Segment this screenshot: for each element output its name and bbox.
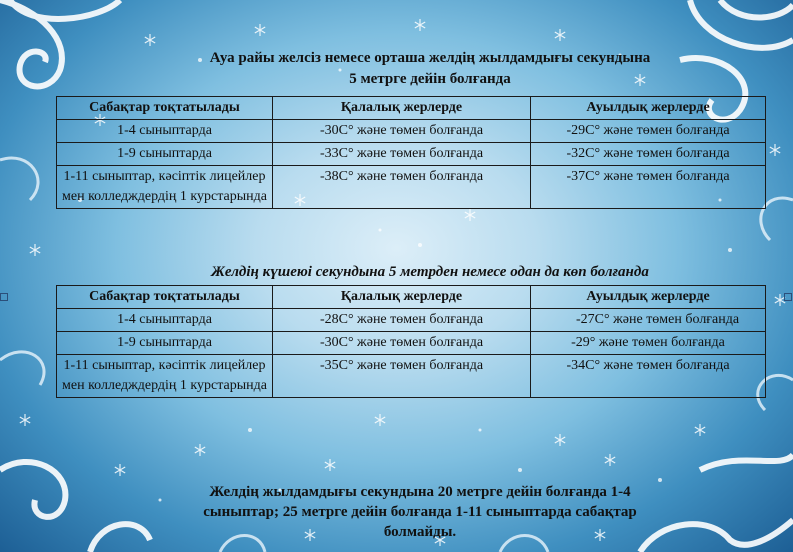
table-row [57,143,766,166]
table-header-row [57,97,766,120]
right-selection-handle[interactable] [784,293,792,301]
table-row [57,309,766,332]
section1-heading-line1: Ауа райы желсіз немесе орташа желдің жылдамдығы секундына [209,50,651,66]
cell-urban: -28С° және төмен болғанда [273,309,531,332]
cell-classes: 1-9 сыныптарда [57,143,273,166]
table-header-row [57,286,766,309]
table-row [57,332,766,355]
cell-rural: -37С° және төмен болғанда [531,166,766,209]
section2-heading: Желдің күшеюі секундына 5 метрден немесе одан да көп болғанда [211,264,649,280]
table-row [57,120,766,143]
cell-classes: 1-9 сыныптарда [57,332,273,355]
column-header-urban: Қалалық жерлерде [273,97,531,120]
section1-heading [130,48,730,90]
footer-note-line3: болмайды. [383,524,457,540]
table-row [57,166,766,209]
section1-heading-line2: 5 метрге дейін болғанда [349,71,511,87]
strong-wind-table [56,285,766,398]
cell-rural: -32С° және төмен болғанда [531,143,766,166]
calm-wind-table [56,96,766,209]
cell-rural: -34С° және төмен болғанда [531,355,766,398]
column-header-classes: Сабақтар тоқтатылады [57,97,273,120]
footer-note-line2: сыныптар; 25 метрге дейін болғанда 1-11 сыныптарда сабақтар [203,504,637,520]
left-selection-handle[interactable] [0,293,8,301]
footer-note-line1: Желдің жылдамдығы секундына 20 метрге дейін болғанда 1-4 [209,484,631,500]
cell-classes: 1-4 сыныптарда [57,309,273,332]
column-header-rural: Ауылдық жерлерде [531,286,766,309]
cell-urban: -30С° және төмен болғанда [273,120,531,143]
cell-urban: -38С° және төмен болғанда [273,166,531,209]
cell-rural: -29° және төмен болғанда [531,332,766,355]
column-header-classes: Сабақтар тоқтатылады [57,286,273,309]
footer-note [140,482,700,542]
cell-urban: -33С° және төмен болғанда [273,143,531,166]
cell-rural: -27С° және төмен болғанда [531,309,766,332]
cell-urban: -35С° және төмен болғанда [273,355,531,398]
column-header-rural: Ауылдық жерлерде [531,97,766,120]
column-header-urban: Қалалық жерлерде [273,286,531,309]
cell-rural: -29С° және төмен болғанда [531,120,766,143]
cell-classes: 1-11 сыныптар, кәсіптік лицейлер мен колледждердің 1 курстарында [57,166,273,209]
cell-urban: -30С° және төмен болғанда [273,332,531,355]
cell-classes: 1-11 сыныптар, кәсіптік лицейлер мен колледждердің 1 курстарында [57,355,273,398]
table-row [57,355,766,398]
cell-classes: 1-4 сыныптарда [57,120,273,143]
